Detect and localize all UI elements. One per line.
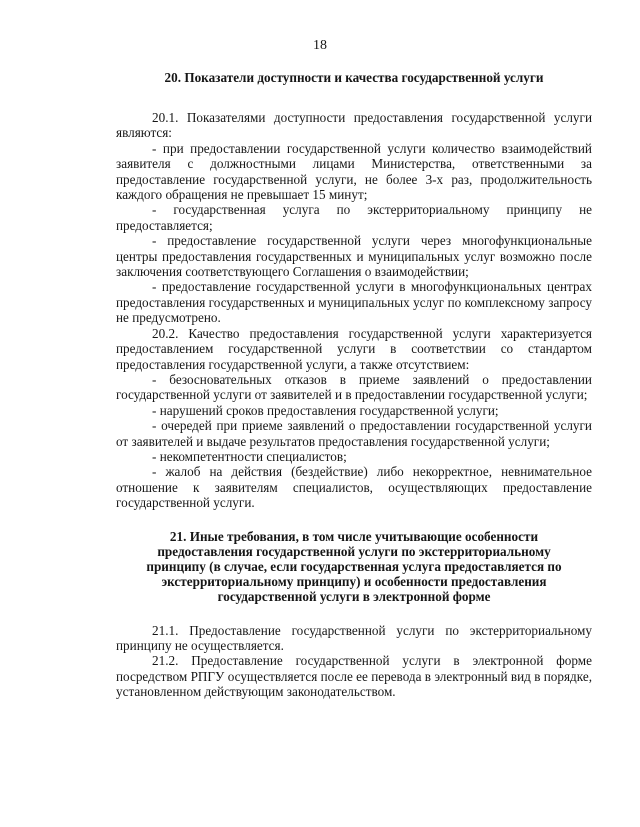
paragraph-20-1: 20.1. Показателями доступности предоставления государственной услуги являются: xyxy=(116,110,592,141)
list-item-mfc-complex-request: - предоставление государственной услуги в многофункциональных центрах предоставления государственных и муниципальных услуг по комплексному запросу не предусмотрено. xyxy=(116,279,592,326)
page-number: 18 xyxy=(313,38,327,53)
document-body xyxy=(116,70,592,700)
list-item-complaints: - жалоб на действия (бездействие) либо некорректное, невнимательное отношение к заявителям специалистов, осуществляющих предоставление государственной услуги. xyxy=(116,464,592,511)
list-item-refusals: - безосновательных отказов в приеме заявлений о предоставлении государственной услуги от заявителей и в предоставлении государственной услуги; xyxy=(116,371,592,403)
paragraph-21-2: 21.2. Предоставление государственной услуги в электронной форме посредством РПГУ осуществляется после ее перевода в электронный вид в порядке, установленном действующим законодательством. xyxy=(116,653,592,700)
list-item-interactions-limit: - при предоставлении государственной услуги количество взаимодействий заявителя с должностными лицами Министерства, ответственными за предоставление государственной услуги, не более 3-х раз, продолжительность каждого обращения не превышает 15 минут; xyxy=(116,140,592,203)
list-item-queues: - очередей при приеме заявлений о предоставлении государственной услуги от заявителей и выдаче результатов предоставления государственной услуги; xyxy=(116,418,592,449)
list-item-deadlines: - нарушений сроков предоставления государственной услуги; xyxy=(152,402,499,418)
section-20-body xyxy=(116,110,592,511)
section-21-body xyxy=(116,623,592,700)
list-item-extraterritorial: - государственная услуга по экстерриториальному принципу не предоставляется; xyxy=(116,202,592,233)
paragraph-21-1: 21.1. Предоставление государственной услуги по экстерриториальному принципу не осуществляется. xyxy=(116,622,592,653)
paragraph-20-2: 20.2. Качество предоставления государственной услуги характеризуется предоставлением государственной услуги в соответствии со стандартом предоставления государственной услуги, а также отсутствием: xyxy=(116,325,592,372)
section-21-heading: 21. Иные требования, в том числе учитывающие особенности предоставления государственной услуги по экстерриториальному принципу (в случае, если государственная услуга предоставляется по экстерриториальному принципу) и особенности предоставления государственной услуги в электронной форме xyxy=(146,528,562,604)
section-20-heading: 20. Показатели доступности и качества государственной услуги xyxy=(164,70,544,85)
list-item-mfc-agreement: - предоставление государственной услуги через многофункциональные центры предоставления государственных и муниципальных услуг возможно после заключения соответствующего Соглашения о взаимодействии; xyxy=(116,233,592,280)
list-item-incompetence: - некомпетентности специалистов; xyxy=(152,448,347,464)
